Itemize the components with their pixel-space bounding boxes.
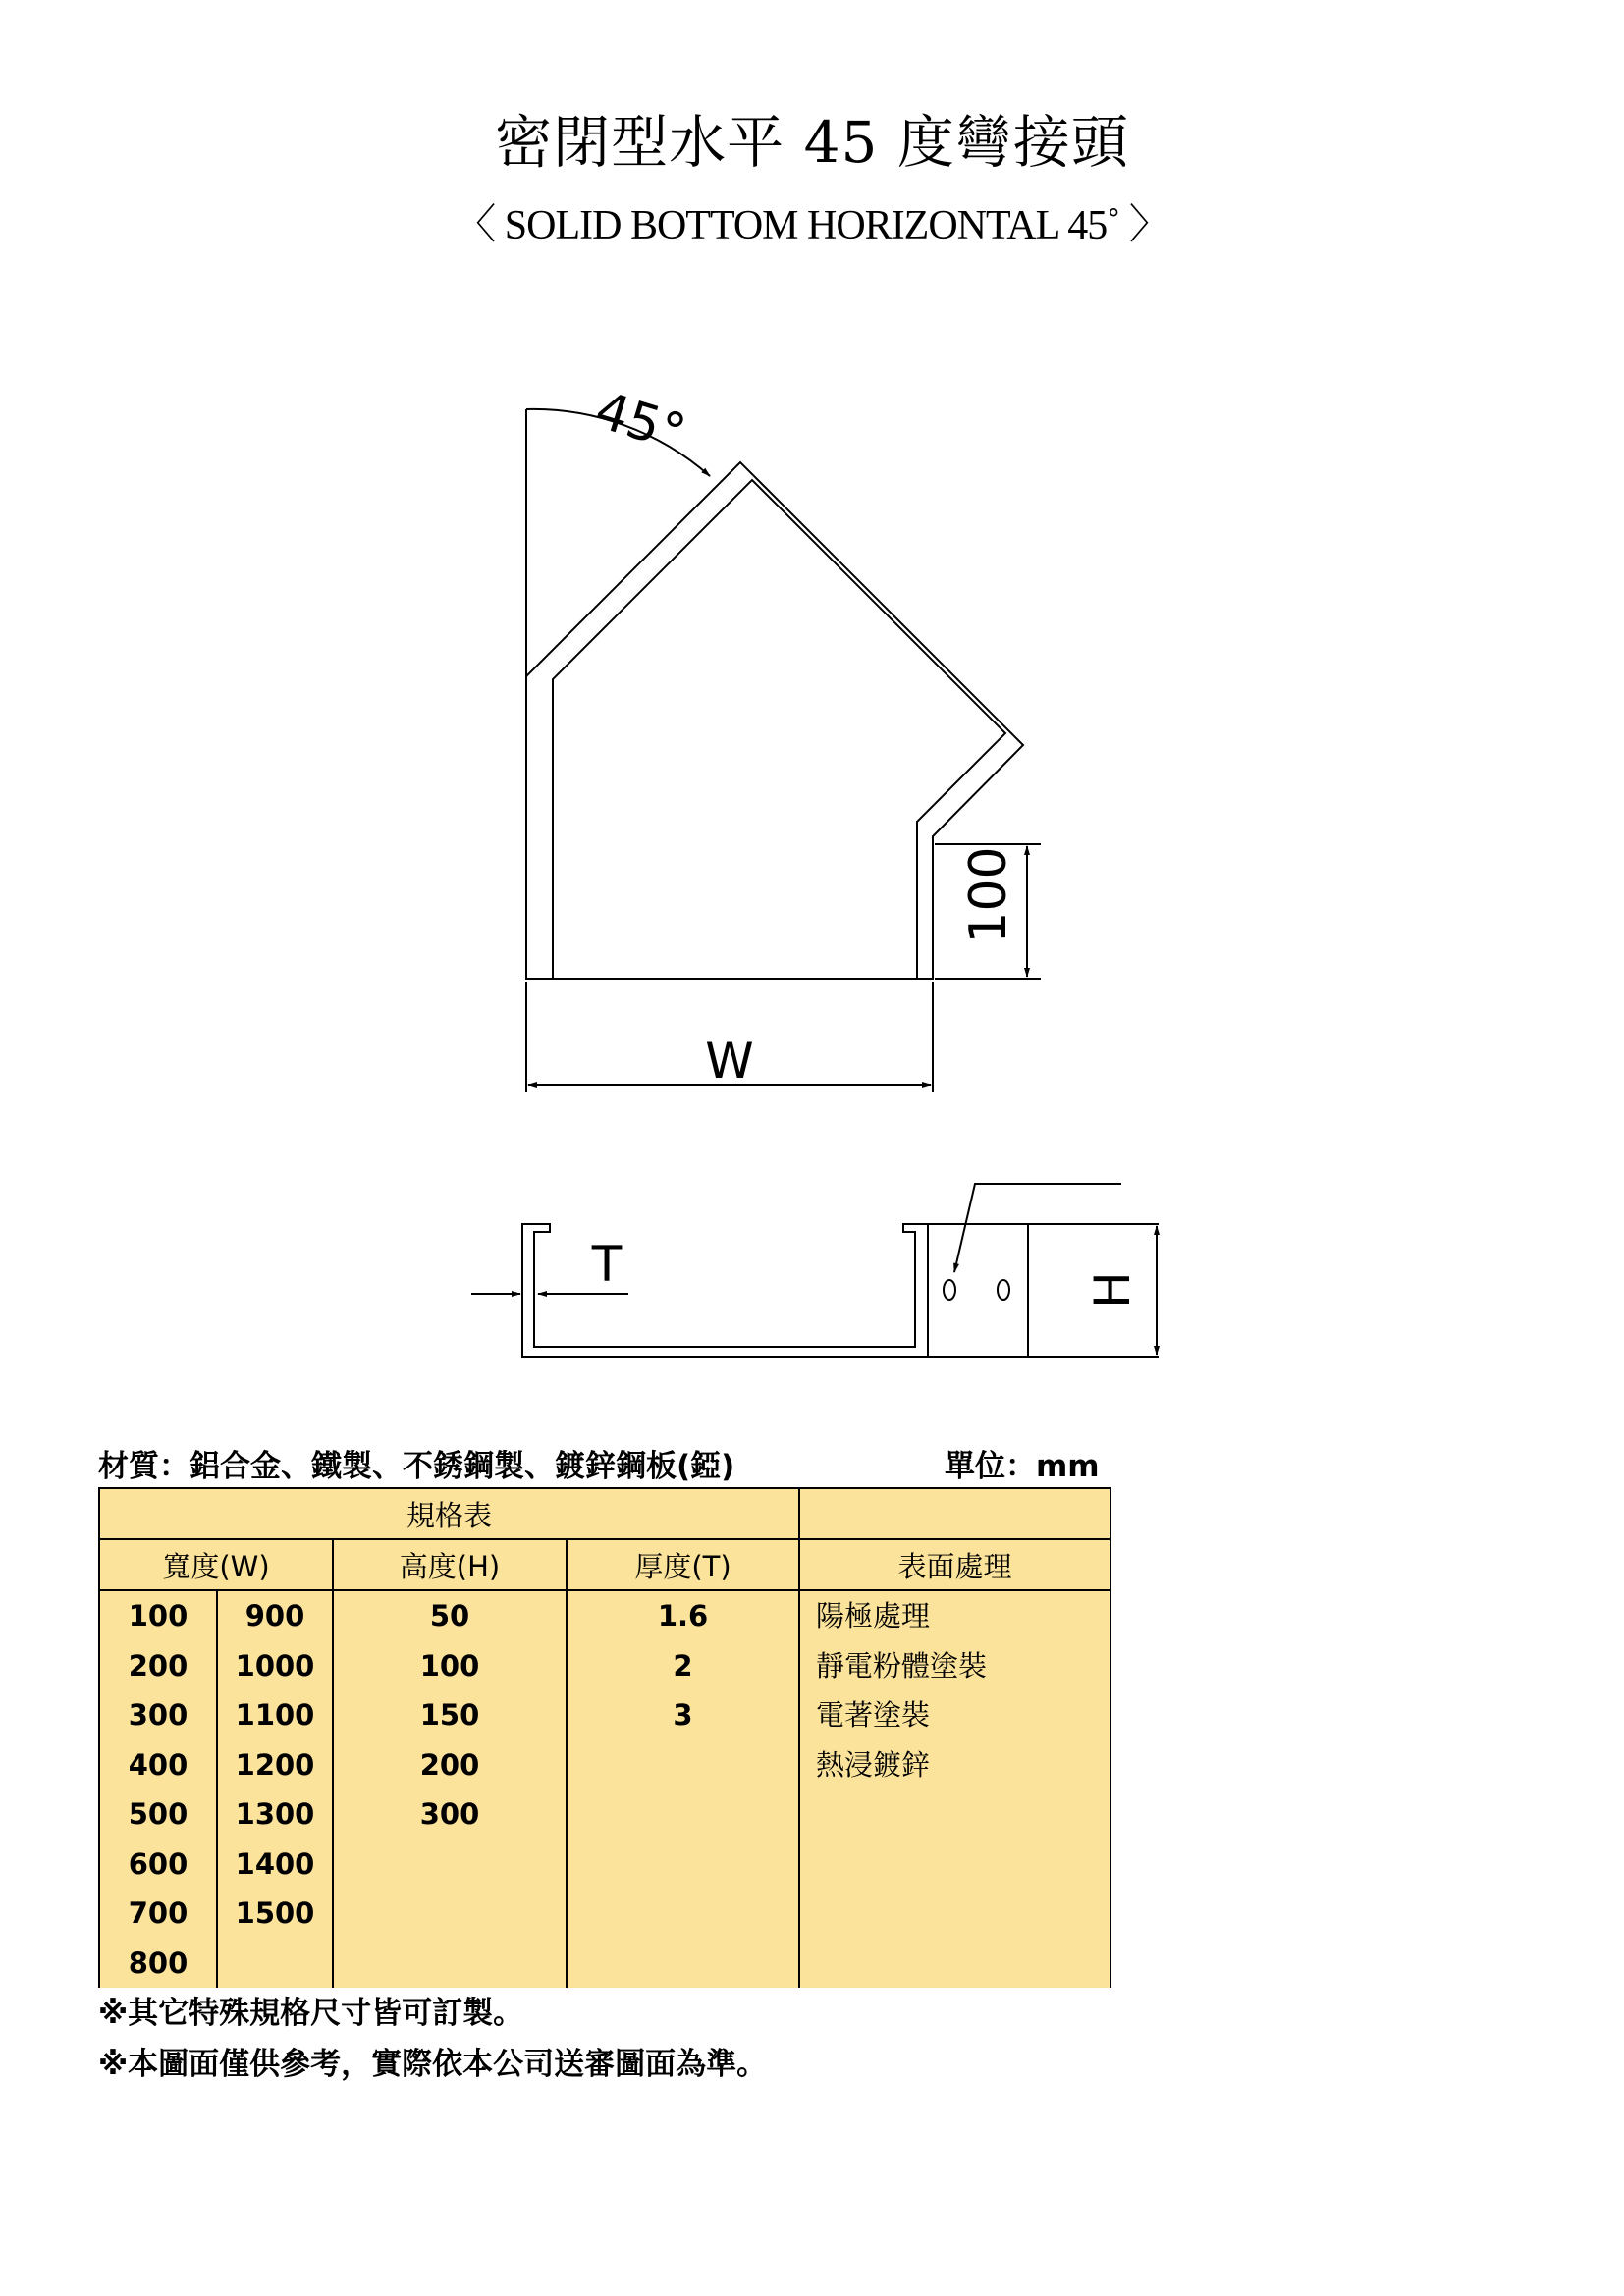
table-cell: 2 [673,1648,693,1682]
table-cell: 1.6 [657,1599,709,1632]
surface-column [799,1590,1110,1988]
table-caption-blank [799,1488,1110,1539]
unit-label: 單位：mm [945,1449,1100,1484]
thickness-column [567,1590,799,1988]
table-cell: 3 [673,1698,693,1732]
elbow-inner-outline [553,480,1005,979]
thickness-label: T [591,1236,623,1293]
table-cell: 150 [419,1698,480,1732]
header-thickness: 厚度(T) [567,1539,799,1590]
table-cell: 1100 [235,1698,315,1732]
table-cell: 600 [128,1846,189,1881]
height-column [333,1590,567,1988]
note-custom-sizes: ※其它特殊規格尺寸皆可訂製。 [98,1996,524,2031]
bolt-hole-left [944,1280,955,1300]
table-cell: 700 [128,1896,189,1930]
table-cell: 陽極處理 [816,1599,931,1632]
angle-label: 45° [588,381,692,464]
table-cell: 100 [419,1648,480,1682]
channel-section [522,1224,928,1357]
bolt-hole-right [998,1280,1009,1300]
table-cell: 1000 [235,1648,315,1682]
material-line: 材質：鋁合金、鐵製、不銹鋼製、鍍鋅鋼板(錏) [98,1449,735,1484]
table-cell: 1400 [235,1846,315,1881]
width-column-1 [99,1590,217,1988]
table-cell: 1300 [235,1797,315,1831]
table-cell: 50 [429,1599,470,1632]
spec-table [98,1487,1111,1988]
note-reference-only: ※本圖面僅供參考，實際依本公司送審圖面為準。 [98,2047,768,2082]
table-cell: 100 [128,1599,189,1632]
table-cell: 900 [244,1599,305,1632]
table-cell: 500 [128,1797,189,1831]
height-label: 100 [959,846,1018,944]
table-cell: 1500 [235,1896,315,1930]
table-cell: 電著塗裝 [816,1698,931,1732]
header-width: 寬度(W) [99,1539,333,1590]
table-cell: 200 [419,1747,480,1782]
section-height-label: H [1084,1271,1141,1308]
header-height: 高度(H) [333,1539,567,1590]
page-title: 密閉型水平 45 度彎接頭 [495,109,1129,176]
table-cell: 熱浸鍍鋅 [816,1747,931,1782]
page-subtitle: 〈 SOLID BOTTOM HORIZONTAL 45˚ 〉 [455,203,1169,248]
table-cell: 300 [128,1698,189,1732]
width-column-2 [217,1590,333,1988]
table-cell: 靜電粉體塗裝 [816,1648,988,1682]
table-cell: 1200 [235,1747,315,1782]
table-cell: 400 [128,1747,189,1782]
table-cell: 200 [128,1648,189,1682]
table-caption: 規格表 [99,1488,799,1539]
hole-leader-line [954,1184,1121,1272]
header-surface: 表面處理 [799,1539,1110,1590]
width-label: W [705,1033,754,1090]
table-cell: 300 [419,1797,480,1831]
elbow-outer-outline [526,462,1023,979]
table-cell: 800 [128,1946,189,1980]
